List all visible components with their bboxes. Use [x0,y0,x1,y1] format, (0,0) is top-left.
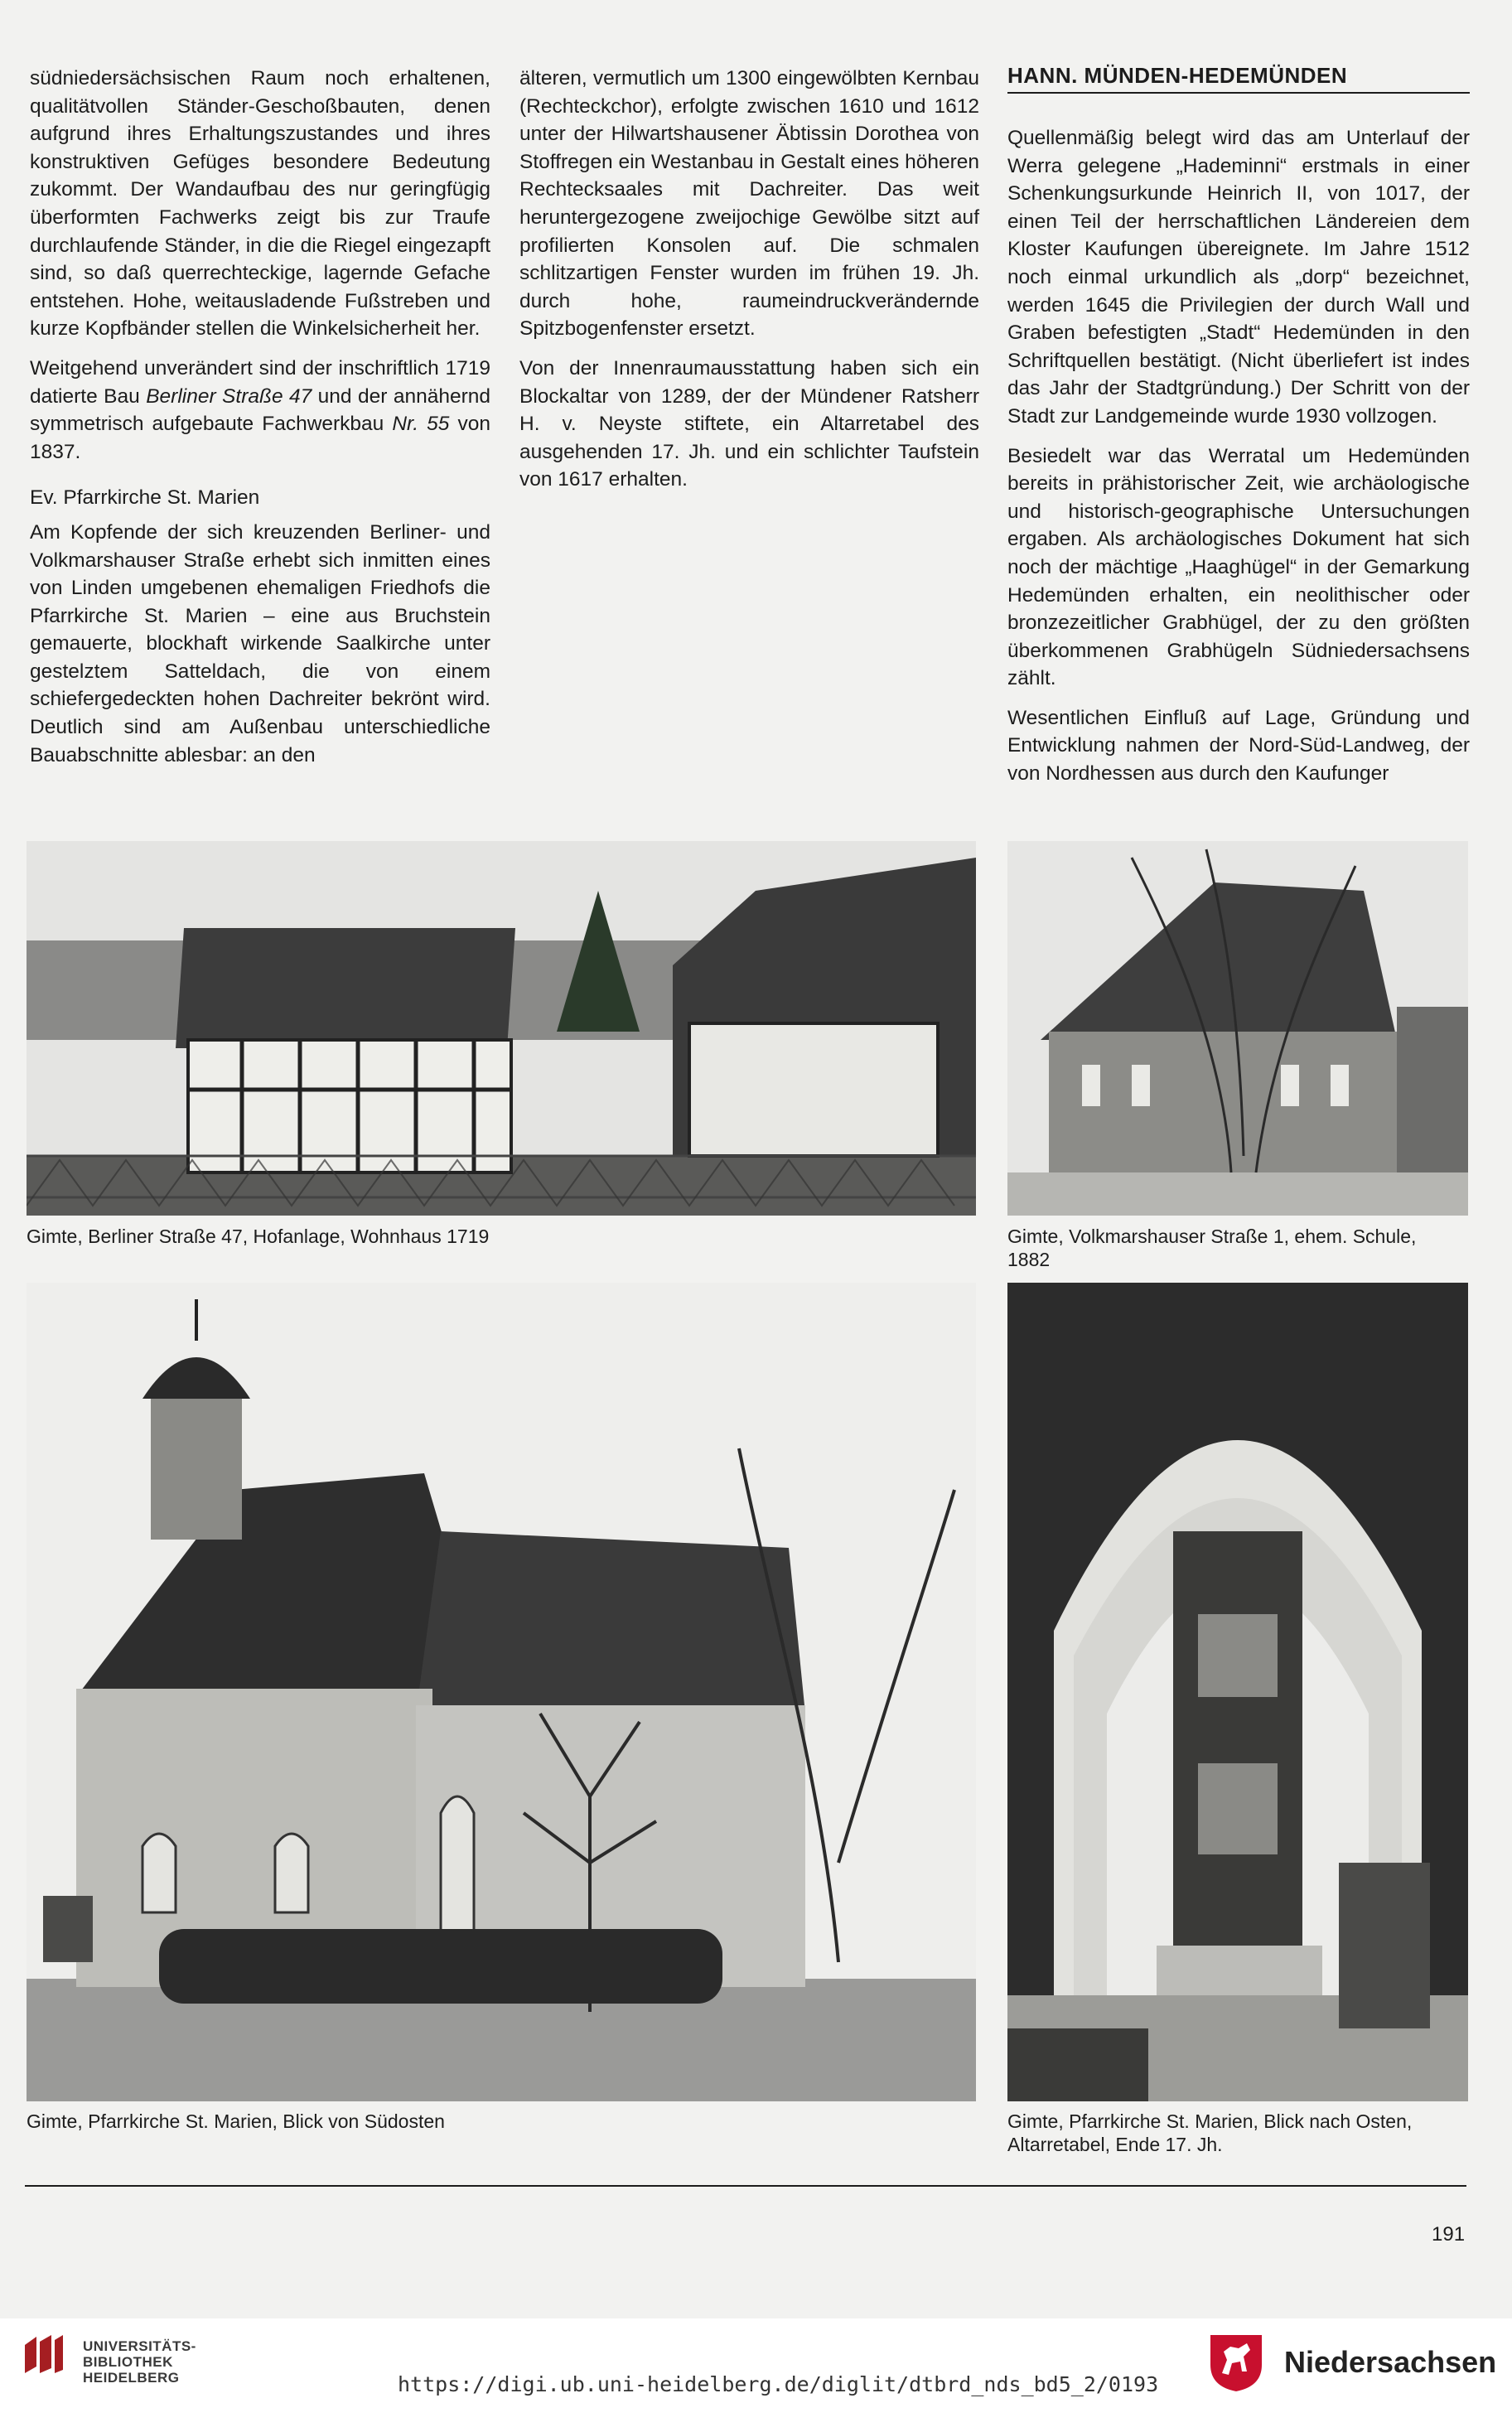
caption-line: Gimte, Volkmarshauser Straße 1, ehem. Schule, [1007,1226,1417,1247]
caption-photo-4 [1007,2110,1412,2156]
university-library-logo-icon [18,2330,68,2380]
paragraph: Besiedelt war das Werratal um Hedemünden bereits in prähistorischer Zeit, wie archäologische und historisch-geographische Untersuchungen ergaben. Als archäologisches Dokument hat sich noch der mächtige „Haaghügel“ in der Gemarkung Hedemünden erhalten, ein neolithischer oder bronzezeitlicher Grabhügel, der zu den größten überkommenen Grabhügeln Südniedersachsens zählt. [1007,444,1470,690]
state-name: Niedersachsen [1284,2345,1497,2379]
section-heading: HANN. MÜNDEN-HEDEMÜNDEN [1007,63,1470,94]
photo-church-exterior [27,1283,976,2101]
library-name-line: HEIDELBERG [83,2370,180,2386]
caption-photo-1: Gimte, Berliner Straße 47, Hofanlage, Wohnhaus 1719 [27,1226,490,1247]
caption-line: Altarretabel, Ende 17. Jh. [1007,2134,1223,2155]
text-column-1 [30,65,490,781]
page-bottom-rule [25,2185,1466,2187]
text-run: Weitgehend unverändert sind der inschriftlich 1719 datierte Bau [30,356,490,408]
paragraph: Am Kopfende der sich kreuzenden Berliner- und Volkmarshauser Straße erhebt sich inmitten eines von Linden umgebenen ehemaligen Friedhofs die Pfarrkirche St. Marien – eine aus Bruchstein gemauerte, blockhaft wirkende Saalkirche unter gestelztem Satteldach, die von einem schiefergedeckten hohen Dachreiter bekrönt wird. Deutlich sind am Außenbau unterschiedliche Bauabschnitte ablesbar: an den [30,520,490,766]
photo-farmhouse [27,841,976,1216]
text-column-3 [1007,124,1470,800]
address-italic: Nr. 55 [392,413,450,436]
paragraph: südniedersächsischen Raum noch erhaltenen, qualitätvollen Ständer-Geschoßbauten, denen aufgrund ihres Erhaltungszustandes und ihres konstruktiven Gefüges besondere Bedeutung zukommt. Der Wandaufbau des nur geringfügig überformten Fachwerks zeigt bis zur Traufe durchlaufende Ständer, in die die Riegel eingezapft sind, so daß querrechteckige, lagernde Gefache entstehen. Hohe, weitausladende Fußstreben und kurze Kopfbänder stellen die Winkelsicherheit her. [30,67,490,341]
photo-church-interior [1007,1283,1468,2101]
address-italic: Berliner Straße 47 [146,384,312,408]
text-run: und der annähernd symmetrisch aufgebaute Fachwerkbau [30,384,490,436]
paragraph: Von der Innenraumausstattung haben sich ein Blockaltar von 1289, der der Mündener Ratsherr H. v. Neyste stiftete, ein Altarretabel des ausgehenden 17. Jh. und ein schlichter Taufstein von 1617 erhalten. [519,356,979,491]
caption-line: Gimte, Pfarrkirche St. Marien, Blick nach Osten, [1007,2110,1413,2132]
caption-line: 1882 [1007,1249,1051,1270]
library-name-line: BIBLIOTHEK [83,2354,173,2370]
paragraph: Quellenmäßig belegt wird das am Unterlauf der Werra gelegene „Hademinni“ erstmals in einer Schenkungsurkunde Heinrich II, von 1017, der einen Teil der herrschaftlichen Ländereien dem Kloster Kaufungen übereignete. Im Jahre 1512 noch einmal urkundlich als „dorp“ bezeichnet, werden 1645 die Privilegien der durch Wall und Graben befestigten „Stadt“ Hedemünden in den Schriftquellen bestätigt. (Nicht überliefert ist indes das Jahr der Stadtgründung.) Der Schritt von der Stadt zur Landgemeinde wurde 1930 vollzogen. [1007,127,1470,428]
paragraph: Wesentlichen Einfluß auf Lage, Gründung und Entwicklung nahmen der Nord-Süd-Landweg, der von Nordhessen aus durch den Kaufunger [1007,706,1470,786]
paragraph: älteren, vermutlich um 1300 eingewölbten Kernbau (Rechteckchor), erfolgte zwischen 1610 und 1612 unter der Hilwartshausener Äbtissin Dorothea von Stoffregen ein Westanbau in Gestalt eines höheren Rechtecksaales mit Dachreiter. Das weit heruntergezogene zweijochige Gewölbe sitzt auf profilierten Konsolen auf. Die schmalen schlitzartigen Fenster wurden im frühen 19. Jh. durch hohe, raumeindruckverändernde Spitzbogenfenster ersetzt. [519,67,979,341]
caption-photo-2 [1007,1225,1416,1271]
source-url-link[interactable]: https://digi.ub.uni-heidelberg.de/diglit/dtbrd_nds_bd5_2/0193 [398,2372,1159,2396]
university-library-name [83,2338,196,2386]
library-name-line: UNIVERSITÄTS- [83,2338,196,2354]
paragraph [30,355,490,466]
text-column-2 [519,65,979,505]
subsection-heading: Ev. Pfarrkirche St. Marien [30,486,260,510]
page-number: 191 [1432,2223,1466,2246]
photo-school [1007,841,1468,1216]
niedersachsen-horse-logo-icon [1205,2332,1267,2393]
caption-photo-3: Gimte, Pfarrkirche St. Marien, Blick von Südosten [27,2110,445,2132]
text-run: von 1837. [30,413,491,463]
